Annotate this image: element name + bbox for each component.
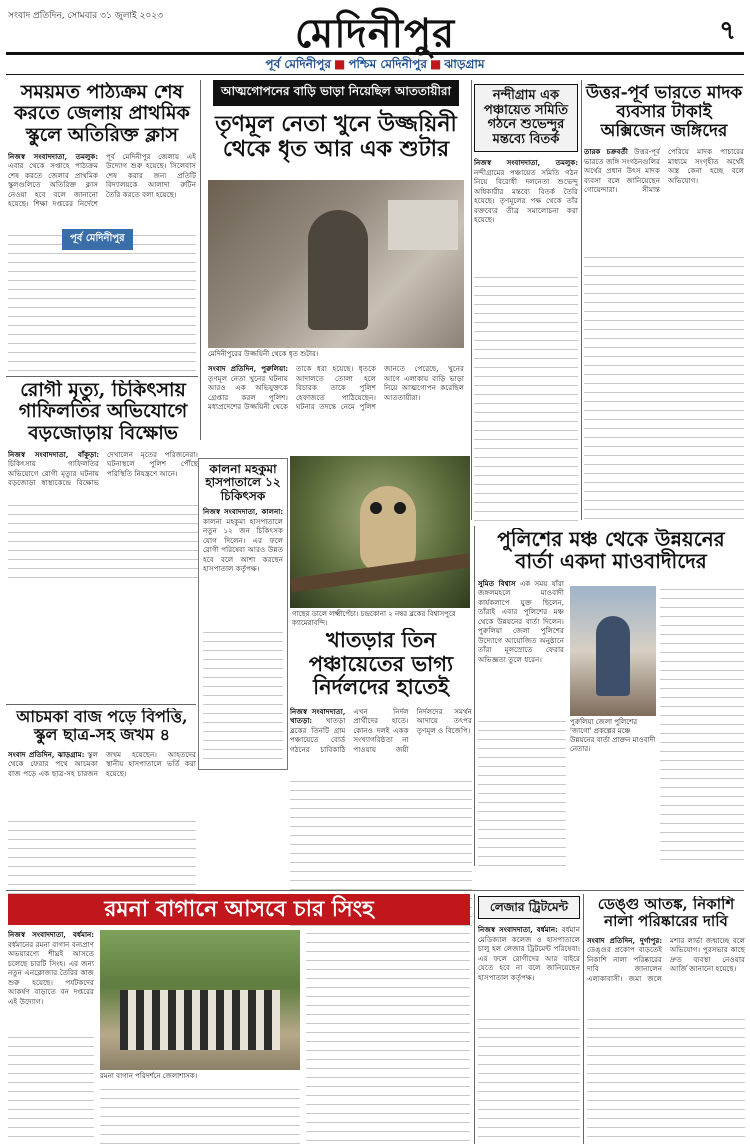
headline: তৃণমূল নেতা খুনে উজ্জয়িনী থেকে ধৃত আর এক শুটার bbox=[215, 111, 457, 162]
story-body-continued bbox=[8, 502, 198, 580]
region-strip bbox=[0, 56, 750, 76]
byline: নিজস্ব সংবাদদাতা, খাতড়া: bbox=[290, 706, 346, 726]
body-text: এক সময় যাঁরা জঙ্গলমহলে মাওবাদী কার্যকলাপে যুক্ত ছিলেন, তাঁরাই এবার পুলিশের মঞ্চ থেকে উন্নয়নের বার্তা দিলেন। পুরুলিয়া জেলা পুলিশের উদ্যোগে আয়োজিত অনুষ্ঠানে তাঁরা মূলস্রোতে ফেরার অভিজ্ঞতা তুলে ধরেন। bbox=[478, 578, 564, 664]
story-body bbox=[474, 158, 578, 225]
body-text: নন্দীগ্রামের পঞ্চায়েত সমিতি গঠন নিয়ে বিরোধী দলনেতা শুভেন্দু অধিকারীর মন্তব্যে বিতর্ক তৈরি হয়েছে। তৃণমূলের পক্ষ থেকে তাঁর বক্তব্যের তীব্র সমালোচনা করা হয়েছে। bbox=[474, 167, 578, 225]
story-ramna-lions bbox=[8, 894, 470, 1144]
body-text: কালনা মহকুমা হাসপাতালে নতুন ১২ জন চিকিৎসক যোগ দিলেন। এর ফলে রোগী পরিষেবা আরও উন্নত হবে বলে আশা করছেন হাসপাতাল কর্তৃপক্ষ। bbox=[203, 516, 283, 574]
story-nandigram bbox=[474, 84, 578, 524]
column-rule bbox=[583, 894, 584, 1144]
headline: সময়মত পাঠ্যক্রম শেষ করতে জেলায় প্রাথমিক স্কুলে অতিরিক্ত ক্লাস bbox=[14, 82, 190, 146]
story-body-continued bbox=[474, 274, 578, 524]
byline: সুমিত বিশ্বাস bbox=[478, 578, 516, 588]
story-body bbox=[8, 450, 198, 488]
section-tag: পূর্ব মেদিনীপুর bbox=[62, 229, 133, 250]
byline: তারক চক্রবর্তী bbox=[584, 147, 628, 157]
section-rule bbox=[6, 376, 198, 377]
story-lightning-strike bbox=[8, 708, 196, 908]
person-figure bbox=[308, 210, 368, 330]
body-text: উত্তর-পূর্ব ভারতে জঙ্গি সংগঠনগুলির অর্থের প্রধান উৎস মাদক ব্যবসা বলে জানিয়েছেন গোয়েন্দারা। সীমান্ত পেরিয়ে মাদক পাচারের মাধ্যমে সংগৃহীত অর্থেই অস্ত্র কেনা হচ্ছে বলে অভিযোগ। bbox=[584, 147, 744, 195]
headline: রমনা বাগানে আসবে চার সিংহ bbox=[8, 894, 470, 925]
headline: উত্তর-পূর্ব ভারতে মাদক ব্যবসার টাকাই অক্সিজেন জঙ্গিদের bbox=[585, 84, 743, 142]
owl-eye-shape bbox=[394, 502, 406, 514]
photo-owl bbox=[290, 456, 470, 608]
story-body bbox=[208, 364, 464, 452]
photo-caption: রমনা বাগান পরিদর্শনে জেলাশাসক। bbox=[100, 1072, 198, 1080]
story-former-maoists bbox=[478, 528, 744, 868]
region-label: পশ্চিম মেদিনীপুর bbox=[348, 57, 427, 71]
kicker: আত্মগোপনের বাড়ি ভাড়া নিয়েছিল আততায়ীরা bbox=[213, 80, 459, 106]
headline: নন্দীগ্রাম এক পঞ্চায়েত সমিতি গঠনে শুভেন্দুর মন্তব্যে বিতর্ক bbox=[474, 84, 578, 152]
photo-arrested-accused bbox=[208, 180, 464, 348]
people-group-shape bbox=[120, 990, 280, 1050]
masthead-rule-thin bbox=[6, 74, 744, 75]
body-text: এবার থেকে সপ্তাহে পাঠ্যক্রম শেষ করতে জেলার প্রাথমিক স্কুলগুলিতে অতিরিক্ত ক্লাস নেওয়া হবে বলে জানানো হয়েছে। শিক্ষা দপ্তরের নির্দেশে পূর্ব মেদিনীপুর জেলায় এই উদ্যোগ শুরু হয়েছে। সিলেবাস শেষ করার জন্য প্রতিটি বিদ্যালয়কে আলাদা রুটিন তৈরি করতে বলা হয়েছে। bbox=[8, 151, 196, 209]
story-tmc-murder bbox=[204, 80, 468, 452]
headline: লেজার ট্রিটমেন্ট bbox=[478, 896, 580, 919]
byline: সংবাদ প্রতিদিন, দুর্গাপুর: bbox=[587, 935, 662, 945]
photo-caption: মেদিনীপুরের উজ্জয়িনী থেকে ধৃত শুটার। bbox=[208, 350, 319, 358]
story-northeast-drugs bbox=[584, 84, 744, 524]
byline: নিজস্ব সংবাদদাতা, বর্ধমান: bbox=[8, 930, 94, 939]
headline: পুলিশের মঞ্চ থেকে উন্নয়নের বার্তা একদা মাওবাদীদের bbox=[497, 528, 725, 574]
byline: নিজস্ব সংবাদদাতা, তমলুক: bbox=[8, 151, 98, 161]
region-label: ঝাড়গ্রাম bbox=[444, 57, 485, 71]
page-number: ৭ bbox=[719, 16, 736, 46]
byline: নিজস্ব সংবাদদাতা, কালনা: bbox=[203, 507, 283, 517]
story-body bbox=[290, 707, 472, 755]
story-kalna-hospital bbox=[198, 458, 288, 770]
story-body-continued bbox=[584, 254, 744, 524]
separator-square-icon: ■ bbox=[334, 57, 346, 71]
body-text: চিকিৎসায় গাফিলতির অভিযোগে রোগী মৃত্যুর ঘটনায় বড়জোড়া স্বাস্থ্যকেন্দ্রে বিক্ষোভ দেখালেন মৃতের পরিজনেরা। ঘটনাস্থলে পুলিশ পৌঁছে পরিস্থিতি নিয়ন্ত্রণে আনে। bbox=[8, 449, 198, 488]
headline: ডেঙ্গু আতঙ্ক, নিকাশি নালা পরিষ্কারের দাবি bbox=[597, 896, 735, 930]
separator-square-icon: ■ bbox=[429, 57, 442, 71]
byline: সংবাদ প্রতিদিন, ঝাড়গ্রাম: bbox=[8, 749, 85, 759]
story-body bbox=[478, 925, 580, 982]
body-text: তৃণমূল নেতা খুনের ঘটনায় আরও এক অভিযুক্তকে গ্রেপ্তার করল পুলিশ। মধ্যপ্রদেশের উজ্জয়িনী থেকে তাকে ধরা হয়েছে। ধৃতকে আদালতে তোলা হলে বিচারক তাকে পুলিশ হেফাজতে পাঠিয়েছেন। ঘটনার তদন্তে নেমে পুলিশ জানতে পেরেছে, খুনের আগে এলাকায় বাড়ি ভাড়া নিয়ে আত্মগোপন করেছিল আততায়ীরা। bbox=[208, 364, 464, 411]
story-dengue bbox=[587, 896, 745, 1144]
story-body bbox=[587, 936, 745, 984]
edition-date: সংবাদ প্রতিদিন, সোমবার ৩১ জুলাই ২০২৩ bbox=[8, 11, 163, 21]
body-text: বর্ধমান মেডিক্যাল কলেজ ও হাসপাতালে চালু হল লেজার ট্রিটমেন্ট পরিষেবা। এর ফলে রোগীদের আর বাইরে যেতে হবে না বলে জানিয়েছেন হাসপাতাল কর্তৃপক্ষ। bbox=[478, 925, 580, 982]
body-text: খাতড়া ব্লকের তিনটি গ্রাম পঞ্চায়েতে বোর্ড গঠনের চাবিকাঠি এখন নির্দল প্রার্থীদের হাতে। কোনও দলই একক সংখ্যাগরিষ্ঠতা না পাওয়ায় জয়ী নির্দলদের সমর্থন আদায়ে তৎপর তৃণমূল ও বিজেপি। bbox=[290, 706, 472, 754]
story-khatra-panchayat bbox=[290, 628, 472, 928]
story-body bbox=[199, 507, 287, 574]
story-body-continued bbox=[587, 1016, 745, 1144]
masthead-rule bbox=[6, 52, 744, 55]
story-patient-death bbox=[8, 380, 198, 580]
photo-caption: পুরুলিয়া জেলা পুলিশের 'জাগো' প্রকল্পের মঞ্চে উন্নয়নের বার্তা প্রাক্তন মাওবাদী নেতার। bbox=[570, 718, 656, 754]
headline: রোগী মৃত্যু, চিকিৎসায় গাফিলতির অভিযোগে বড়জোড়ায় বিক্ষোভ bbox=[18, 380, 188, 444]
photo-ramna-visit bbox=[100, 930, 300, 1070]
photo-former-maoist-speaking bbox=[570, 586, 656, 716]
byline: সংবাদ প্রতিদিন, পুরুলিয়া: bbox=[208, 364, 288, 373]
photo-caption: গাছের ডালে লক্ষ্মীপেঁচা। চন্দ্রকোনা ২ নম্বর ব্লকের বিশ্বাসপুরে ক্যামেরাবন্দি। bbox=[292, 610, 456, 628]
story-body bbox=[8, 152, 196, 209]
section-rule bbox=[6, 704, 196, 705]
story-school-schedule bbox=[8, 82, 196, 372]
story-body-continued bbox=[8, 1034, 94, 1144]
column-rule bbox=[200, 80, 201, 440]
headline: খাতড়ার তিন পঞ্চায়েতের ভাগ্য নির্দলদের হাতেই bbox=[308, 628, 454, 700]
headline: আচমকা বাজ পড়ে বিপত্তি, স্কুল ছাত্র-সহ জখম ৪ bbox=[16, 708, 188, 744]
section-rule bbox=[6, 890, 744, 891]
byline: নিজস্ব সংবাদদাতা, তমলুক: bbox=[474, 158, 578, 168]
column-rule bbox=[471, 80, 472, 520]
speaker-figure bbox=[596, 616, 630, 696]
page-title: মেদিনীপুর bbox=[294, 10, 456, 57]
owl-body-shape bbox=[360, 486, 416, 572]
column-rule bbox=[474, 894, 475, 1144]
story-body bbox=[8, 750, 196, 779]
story-body bbox=[8, 930, 94, 1006]
story-body-continued bbox=[478, 718, 566, 868]
vehicle-shape bbox=[388, 200, 458, 250]
byline: নিজস্ব সংবাদদাতা, বর্ধমান: bbox=[478, 925, 558, 935]
body-text: বর্ধমানের রমনা বাগান বন্যপ্রাণ অভয়ারণ্যে শীঘ্রই আসতে চলেছে চারটি সিংহ। এর জন্য নতুন এনক্লোজার তৈরির কাজ শুরু হয়েছে। পর্যটকদের আকর্ষণ বাড়াতে বন দপ্তরের এই উদ্যোগ। bbox=[8, 939, 94, 1006]
byline: নিজস্ব সংবাদদাতা, বাঁকুড়া: bbox=[8, 449, 99, 459]
region-label: পূর্ব মেদিনীপুর bbox=[265, 57, 332, 71]
story-body-continued bbox=[203, 629, 283, 767]
story-body-continued bbox=[100, 1086, 300, 1144]
story-body-continued bbox=[478, 1016, 580, 1144]
story-laser-treatment bbox=[478, 896, 580, 1144]
story-body-continued bbox=[660, 586, 744, 868]
owl-eye-shape bbox=[370, 502, 382, 514]
column-rule bbox=[474, 526, 475, 866]
body-text: স্কুল থেকে ফেরার পথে আচমকা বাজ পড়ে এক ছাত্র-সহ চারজন জখম হয়েছেন। আহতদের স্থানীয় হাসপাতালে ভর্তি করা হয়েছে। bbox=[8, 749, 196, 778]
story-body bbox=[584, 147, 744, 195]
headline: কালনা মহকুমা হাসপাতালে ১২ চিকিৎসক bbox=[199, 459, 287, 507]
column-rule bbox=[581, 80, 582, 520]
story-body-continued bbox=[306, 930, 470, 1144]
story-body bbox=[478, 579, 564, 665]
story-body-continued bbox=[8, 232, 196, 372]
body-text: ডেঙ্গুর প্রকোপ বাড়তেই নিকাশি নালা পরিষ্কারের দাবি জানালেন এলাকাবাসী। জমা জলে মশার লার্ভা জন্মাচ্ছে বলে অভিযোগ। পুরসভার কাছে দ্রুত ব্যবস্থা নেওয়ার আর্জি জানানো হয়েছে। bbox=[587, 935, 745, 983]
